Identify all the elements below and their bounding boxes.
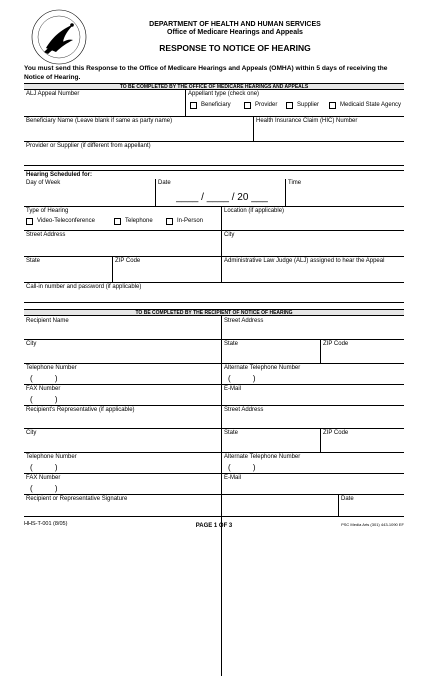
recipient-zip-label: ZIP Code — [323, 341, 349, 347]
beneficiary-name-label: Beneficiary Name (Leave blank if same as party name) — [26, 118, 173, 124]
divider — [285, 179, 286, 206]
rule — [24, 170, 404, 171]
divider — [221, 206, 222, 230]
time-label: Time — [288, 180, 302, 186]
alt-telephone-label: Alternate Telephone Number — [224, 365, 301, 371]
rep-email-label: E-Mail — [224, 475, 242, 481]
call-in-label: Call-in number and password (if applicable) — [26, 284, 142, 290]
rep-alt-telephone-label: Alternate Telephone Number — [224, 454, 301, 460]
date-template: ____ / ____ / 20 ___ — [176, 192, 268, 203]
divider — [155, 179, 156, 206]
rule — [24, 405, 404, 406]
rule — [24, 141, 404, 142]
representative-label: Recipient's Representative (if applicable) — [26, 407, 135, 413]
recipient-street-label: Street Address — [224, 318, 264, 324]
city-label: City — [224, 232, 235, 238]
rule — [24, 302, 404, 303]
beneficiary-option-label: Beneficiary — [201, 102, 231, 108]
appellant-type-label: Appellant type (check one) — [188, 91, 260, 97]
supplier-checkbox[interactable] — [286, 102, 293, 109]
rep-telephone-label: Telephone Number — [26, 454, 77, 460]
rep-fax-label: FAX Number — [26, 475, 61, 481]
printer-credit: PSC Media Arts (301) 443-1090 EF — [341, 522, 404, 527]
rep-alt-telephone-area-code: ( ) — [228, 463, 256, 472]
fax-area-code: ( ) — [30, 395, 58, 404]
alj-assigned-label: Administrative Law Judge (ALJ) assigned to hear the Appeal — [224, 258, 385, 264]
date-label: Date — [158, 180, 171, 186]
eagle-seal-icon — [30, 8, 88, 66]
email-label: E-Mail — [224, 386, 242, 392]
rule — [24, 339, 404, 340]
rule — [24, 206, 404, 207]
dept-name: DEPARTMENT OF HEALTH AND HUMAN SERVICES — [149, 21, 321, 28]
zip-code-label: ZIP Code — [115, 258, 141, 264]
provider-option-label: Provider — [255, 102, 278, 108]
instruction-text: You must send this Response to the Office of Medicare Hearings and Appeals (OMHA) within 5 days of receiving the Notice of Hearing. — [24, 65, 388, 81]
street-address-label: Street Address — [26, 232, 66, 238]
rep-telephone-area-code: ( ) — [30, 463, 58, 472]
signature-date-label: Date — [341, 496, 354, 502]
hhs-seal — [30, 8, 88, 66]
rule — [24, 282, 404, 283]
rep-fax-area-code: ( ) — [30, 484, 58, 493]
divider — [320, 339, 321, 363]
section1-bar: TO BE COMPLETED BY THE OFFICE OF MEDICARE HEARINGS AND APPEALS — [24, 83, 404, 90]
recipient-name-label: Recipient Name — [26, 318, 69, 324]
telephone-area-code: ( ) — [30, 374, 58, 383]
beneficiary-checkbox[interactable] — [190, 102, 197, 109]
fax-label: FAX Number — [26, 386, 61, 392]
alj-appeal-number-label: ALJ Appeal Number — [26, 91, 80, 97]
hearing-scheduled-label: Hearing Scheduled for: — [26, 172, 93, 178]
rule — [24, 473, 404, 474]
supplier-option-label: Supplier — [297, 102, 320, 108]
medicaid-state-agency-option-label: Medicaid State Agency — [340, 102, 402, 108]
recipient-city-label: City — [26, 341, 37, 347]
provider-supplier-label: Provider or Supplier (if different from appellant) — [26, 143, 151, 149]
divider — [320, 428, 321, 452]
video-teleconference-checkbox[interactable] — [26, 218, 33, 225]
rule — [24, 428, 404, 429]
state-label: State — [26, 258, 41, 264]
page-number: PAGE 1 OF 3 — [195, 523, 233, 529]
provider-checkbox[interactable] — [244, 102, 251, 109]
divider — [253, 116, 254, 141]
telephone-label: Telephone Number — [26, 365, 77, 371]
hic-number-label: Health Insurance Claim (HIC) Number — [256, 118, 358, 124]
in-person-option-label: In-Person — [177, 218, 204, 224]
section2-bar: TO BE COMPLETED BY THE RECIPIENT OF NOTICE OF HEARING — [24, 309, 404, 316]
rep-street-label: Street Address — [224, 407, 264, 413]
in-person-checkbox[interactable] — [166, 218, 173, 225]
office-name: Office of Medicare Hearings and Appeals — [167, 29, 303, 36]
rule — [24, 494, 404, 495]
divider — [112, 256, 113, 282]
location-label: Location (if applicable) — [224, 208, 285, 214]
form-id: HHS-T-001 (8/05) — [24, 521, 68, 527]
rule — [24, 384, 404, 385]
rule — [24, 452, 404, 453]
telephone-checkbox[interactable] — [114, 218, 121, 225]
type-of-hearing-label: Type of Hearing — [26, 208, 69, 214]
divider — [221, 316, 222, 676]
rule — [24, 230, 404, 231]
divider — [185, 90, 186, 116]
rep-zip-label: ZIP Code — [323, 430, 349, 436]
telephone-option-label: Telephone — [125, 218, 153, 224]
rule — [24, 116, 404, 117]
rep-city-label: City — [26, 430, 37, 436]
divider — [338, 494, 339, 516]
rep-state-label: State — [224, 430, 239, 436]
recipient-state-label: State — [224, 341, 239, 347]
video-teleconference-label: Video-Teleconference — [37, 218, 95, 224]
rule — [24, 256, 404, 257]
rule — [24, 363, 404, 364]
rule — [24, 165, 404, 166]
rule — [24, 516, 404, 517]
alt-telephone-area-code: ( ) — [228, 374, 256, 383]
medicaid-state-agency-checkbox[interactable] — [329, 102, 336, 109]
form-title: RESPONSE TO NOTICE OF HEARING — [159, 43, 311, 53]
signature-label: Recipient or Representative Signature — [26, 496, 128, 502]
day-of-week-label: Day of Week — [26, 180, 61, 186]
